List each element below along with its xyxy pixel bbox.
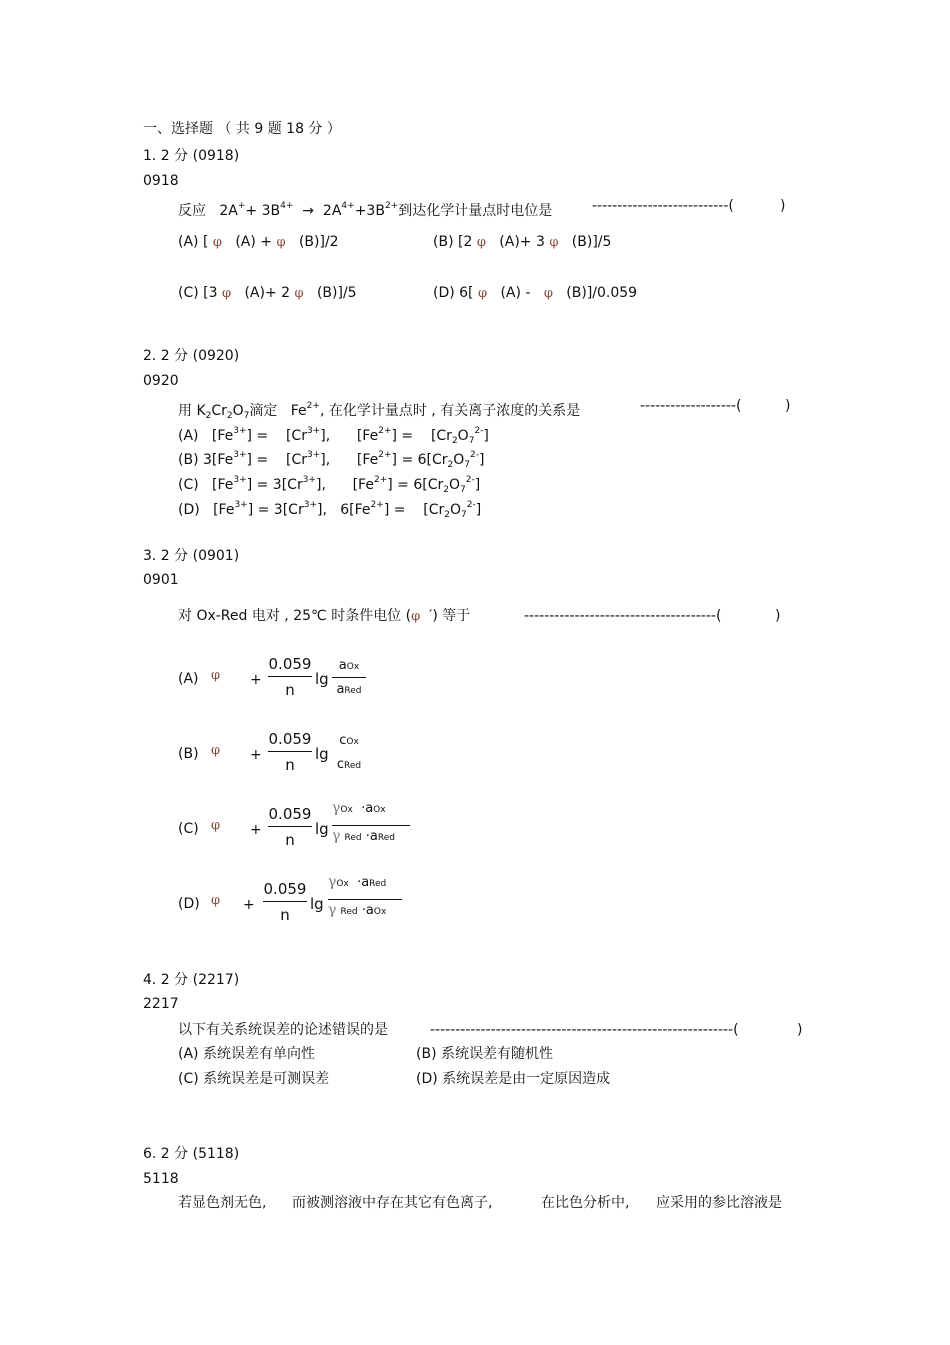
gamma-symbol: γ	[332, 828, 341, 844]
plus-sign: +	[243, 897, 255, 913]
question-2-dashes: -------------------(	[640, 398, 742, 414]
question-3-header: 3. 2 分 (0901)	[143, 548, 240, 564]
question-4-dashes: ------------------------------------------------------------(	[430, 1022, 739, 1038]
question-4-option-c: (C) 系统误差是可测误差	[178, 1071, 330, 1087]
question-2-option-c: (C) $[Fe^{3+}] = 3[Cr^{3+}]$, $[Fe^{2+}] = 6[Cr_2O_7^{2-}]$	[178, 475, 481, 495]
question-1-option-b: (B) [2 φ (A)+ 3 φ (B)]/5	[433, 234, 612, 250]
question-4-option-a: (A) 系统误差有单向性	[178, 1046, 315, 1062]
gamma-symbol: γ	[328, 874, 337, 890]
fraction-d: 0.059 n	[263, 880, 307, 924]
question-3-option-d-label: (D)	[178, 896, 200, 912]
question-2-stem: 用 $K_2Cr_2O_7$滴定 $Fe^{2+}$, 在化学计量点时 , 有关离子浓度的关系是	[178, 401, 581, 421]
question-3-close: )	[775, 608, 781, 624]
plus-sign: +	[250, 672, 262, 688]
phi-symbol: φ	[294, 286, 304, 301]
question-1-option-d: (D) 6[ φ (A) - φ (B)]/0.059	[433, 285, 638, 301]
question-2-option-b: (B) $3[Fe^{3+}]$ = $[Cr^{3+}]$, $[Fe^{2+}] = 6[Cr_2O_7^{2-}]$	[178, 450, 485, 470]
question-3-option-a-label: (A)	[178, 671, 199, 687]
section-header: 一、选择题 （ 共 9 题 18 分 ）	[143, 121, 341, 137]
question-6-stem-part-3: 在比色分析中,	[541, 1195, 630, 1211]
phi-symbol: φ	[211, 818, 221, 833]
phi-symbol: φ	[476, 235, 486, 250]
fraction-c: 0.059 n	[268, 805, 312, 849]
question-4-code: 2217	[143, 996, 179, 1012]
question-1-option-a: (A) [ φ (A) + φ (B)]/2	[178, 234, 339, 250]
phi-symbol: φ	[276, 235, 286, 250]
question-6-header: 6. 2 分 (5118)	[143, 1146, 240, 1162]
plus-sign: +	[250, 747, 262, 763]
question-4-option-d: (D) 系统误差是由一定原因造成	[416, 1071, 611, 1087]
fraction-b: 0.059 n	[268, 730, 312, 774]
question-2-close: )	[785, 398, 791, 414]
lg-label: lg	[315, 820, 329, 838]
activity-ratio-c: γOx ·aOx γ Red ·aRed	[332, 800, 410, 852]
question-2-header: 2. 2 分 (0920)	[143, 348, 240, 364]
question-4-stem: 以下有关系统误差的论述错误的是	[178, 1022, 388, 1038]
phi-symbol: φ	[212, 235, 222, 250]
question-1-option-c: (C) [3 φ (A)+ 2 φ (B)]/5	[178, 285, 357, 301]
phi-symbol: φ	[549, 235, 559, 250]
question-4-header: 4. 2 分 (2217)	[143, 972, 240, 988]
activity-ratio-a: aOx aRed	[332, 658, 366, 702]
question-4-close: )	[797, 1022, 803, 1038]
phi-symbol: φ	[211, 743, 221, 758]
lg-label: lg	[315, 745, 329, 763]
activity-ratio-d: γOx ·aRed γ Red ·aOx	[328, 874, 402, 928]
phi-symbol: φ	[211, 893, 221, 908]
question-4-option-b: (B) 系统误差有随机性	[416, 1046, 553, 1062]
concentration-ratio-b: cOx cRed	[336, 733, 362, 772]
question-1-close: )	[780, 198, 786, 214]
question-1-dashes: ---------------------------(	[592, 198, 734, 214]
question-3-code: 0901	[143, 572, 179, 588]
question-6-stem-part-2: 而被测溶液中存在其它有色离子,	[292, 1195, 493, 1211]
question-2-code: 0920	[143, 373, 179, 389]
question-1-header: 1. 2 分 (0918)	[143, 148, 240, 164]
plus-sign: +	[250, 822, 262, 838]
fraction-a: 0.059 n	[268, 655, 312, 699]
question-6-stem-part-4: 应采用的参比溶液是	[656, 1195, 782, 1211]
question-3-option-c-label: (C)	[178, 821, 199, 837]
phi-symbol: φ	[543, 286, 553, 301]
phi-symbol: φ	[221, 286, 232, 301]
question-1-code: 0918	[143, 173, 179, 189]
phi-symbol: φ	[211, 668, 221, 683]
question-3-option-b-label: (B)	[178, 746, 199, 762]
question-2-option-d: (D) $[Fe^{3+}] = 3[Cr^{3+}]$, $6[Fe^{2+}]$ = $[Cr_2O_7^{2-}]$	[178, 500, 482, 520]
question-3-dashes: --------------------------------------(	[524, 608, 722, 624]
phi-symbol: φ	[411, 609, 421, 624]
question-6-code: 5118	[143, 1171, 179, 1187]
gamma-symbol: γ	[332, 800, 341, 816]
question-1-stem: 反应 $2A^++ 3B^{4+} \to 2A^{4+}+3B^{2+}$到达化学计量点时电位是	[178, 201, 553, 219]
question-3-stem: 对 Ox-Red 电对 , 25℃ 时条件电位 (φ ′) 等于	[178, 608, 471, 624]
lg-label: lg	[310, 895, 324, 913]
lg-label: lg	[315, 670, 329, 688]
phi-symbol: φ	[477, 286, 488, 301]
question-2-option-a: (A) $[Fe^{3+}]$ = $[Cr^{3+}]$, $[Fe^{2+}]$ = $[Cr_2O_7^{2-}]$	[178, 426, 489, 446]
question-6-stem-part-1: 若显色剂无色,	[178, 1195, 267, 1211]
gamma-symbol: γ	[328, 902, 337, 918]
